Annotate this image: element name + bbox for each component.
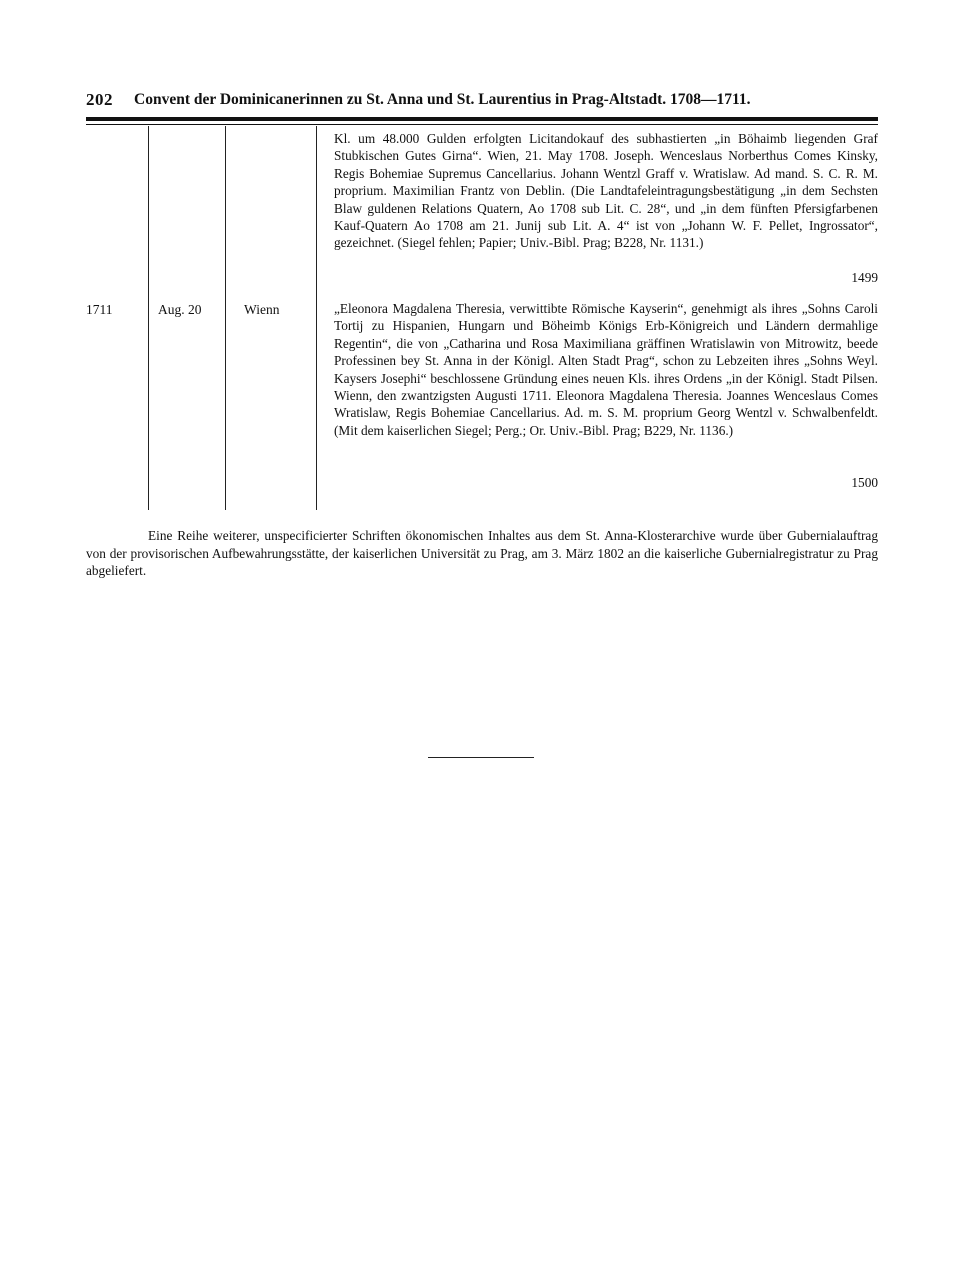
entry-1499 xyxy=(334,130,878,285)
column-divider-3 xyxy=(316,126,317,510)
column-divider-2 xyxy=(225,126,226,510)
running-title: Convent der Dominicanerinnen zu St. Anna und St. Laurentius in Prag-Altstadt. 1708—1711. xyxy=(134,91,751,108)
entry-date: Aug. 20 xyxy=(158,302,202,317)
page-header xyxy=(86,90,876,112)
header-rule-thin xyxy=(86,124,878,125)
entry-number: 1499 xyxy=(851,270,878,285)
entry-place: Wienn xyxy=(244,302,280,317)
closing-note: Eine Reihe weiterer, unspecificierter Schriften ökonomischen Inhaltes aus dem St. Anna-Klosterarchive wurde über Gubernialauftrag von der provisorischen Aufbewahrungsstätte, der kaiserlichen Universität zu Prag, am 3. März 1802 an die kaiserliche Gubernialregistratur zu Prag abgeliefert. xyxy=(86,528,878,579)
entry-number: 1500 xyxy=(851,475,878,490)
column-divider-1 xyxy=(148,126,149,510)
entry-year: 1711 xyxy=(86,302,113,317)
entry-text: Kl. um 48.000 Gulden erfolgten Licitandokauf des subhastierten „in Böhaimb liegenden Graf Stubkischen Gutes Girna“. Wien, 21. May 1708. Joseph. Wenceslaus Norberthus Comes Kinsky, Regis Bohemiae Supremus Cancellarius. Johann Wentzl Graff v. Wratislaw. Ad mand. S. C. R. M. proprium. Maximilian Frantz von Deblin. (Die Landtafeleintragungsbestätigung „in dem Sechsten Blaw guldenen Relations Quatern, Ao 1708 sub Lit. C. 28“, und „in dem fünften Pfersigfarbenen Kauf-Quatern Ao 1708 am 21. Junij sub Lit. A. 4“ ist von „Johann W. F. Pellet, Ingrossator“, gezeichnet. (Siegel fehlen; Papier; Univ.-Bibl. Prag; B228, Nr. 1131.) xyxy=(334,131,878,251)
entry-text: „Eleonora Magdalena Theresia, verwittibte Römische Kayserin“, genehmigt als ihres „Sohns Caroli Tortij zu Hispanien, Hungarn und Böheimb Königs Erb-Königreich und Ländern dermahlige Regentin“, die von „Catharina und Rosa Maximiliana gräffinen Wratislawin von Mitrowitz, beede Professinen bey St. Anna in der Königl. Alten Stadt Prag“, schon zu Lebzeiten ihres „Sohns Weyl. Kaysers Josephi“ beschlossene Gründung eines neuen Kls. ihres Ordens „in der Königl. Stadt Pilsen. Wienn, den zwantzigsten Augusti 1711. Eleonora Magdalena Theresia. Joannes Wenceslaus Comes Wratislaw, Regis Bohemiae Cancellarius. Ad. m. S. M. proprium Georg Wentzl v. Schwalbenfeldt. (Mit dem kaiserlichen Siegel; Perg.; Or. Univ.-Bibl. Prag; B229, Nr. 1136.) xyxy=(334,301,878,438)
page-number: 202 xyxy=(86,90,113,109)
header-rule-thick xyxy=(86,117,878,121)
entry-1500 xyxy=(334,300,878,490)
end-rule xyxy=(428,757,534,758)
